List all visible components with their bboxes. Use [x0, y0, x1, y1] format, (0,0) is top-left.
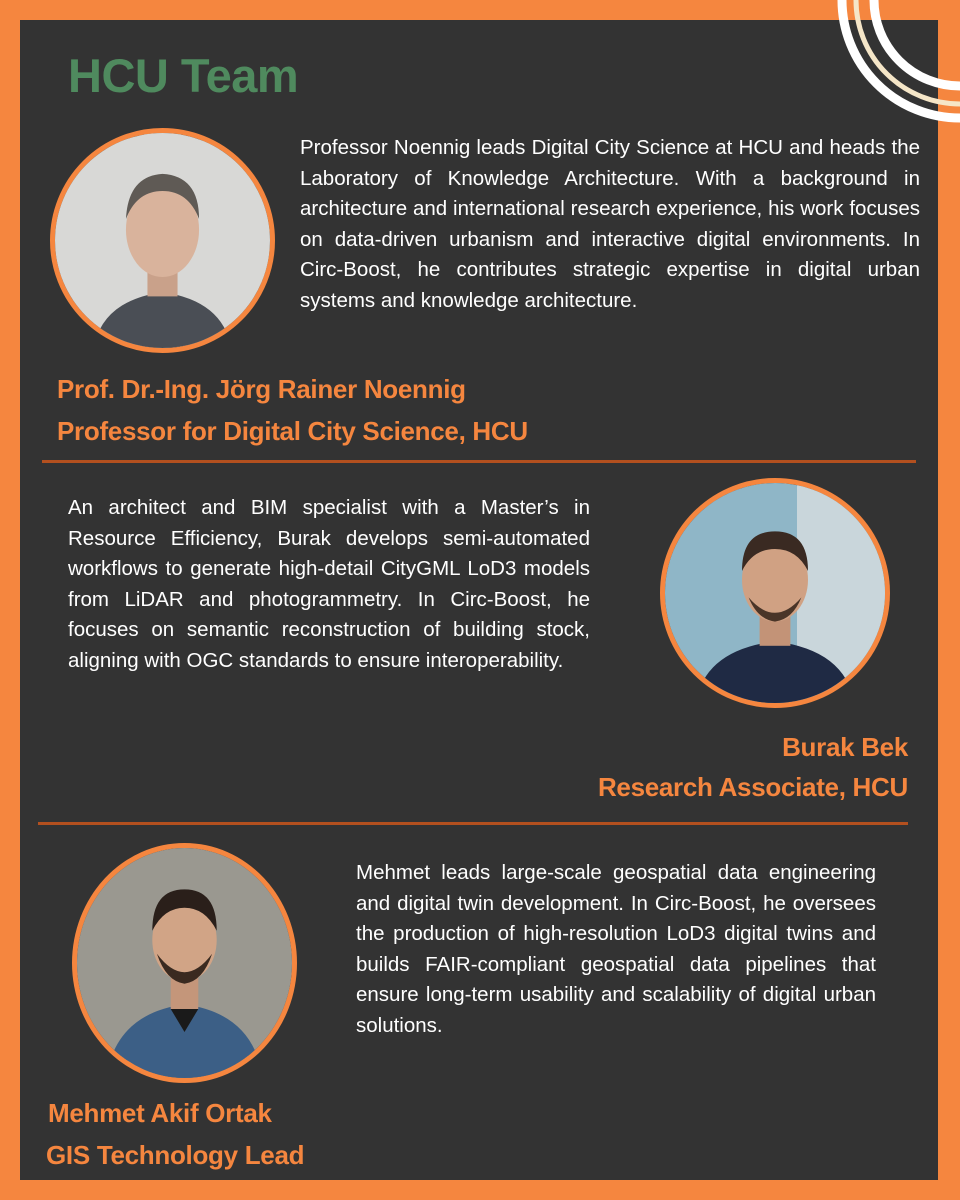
member-bio-ortak: Mehmet leads large-scale geospatial data engineering and digital twin development. In Circ-Boost, he oversees the production of high-resolution LoD3 digital twins and builds FAIR-compliant geospatial data pipelines that ensure long-term usability and scalability of digital urban solutions. [356, 861, 876, 1037]
member-name-noennig: Prof. Dr.-Ing. Jörg Rainer Noennig [57, 374, 466, 404]
member-photo-ortak [72, 843, 297, 1083]
member-bio-bek: An architect and BIM specialist with a Master’s in Resource Efficiency, Burak develops semi-automated workflows to generate high-detail CityGML LoD3 models from LiDAR and photogrammetry. In Circ-Boost, he focuses on semantic reconstruction of building stock, aligning with OGC standards to ensure interoperability. [68, 496, 590, 672]
portrait-photo-icon [55, 133, 270, 348]
member-photo-noennig [50, 128, 275, 353]
member-name-ortak: Mehmet Akif Ortak [48, 1098, 272, 1128]
member-role-bek: Research Associate, HCU [597, 772, 908, 802]
member-name-bek: Burak Bek [782, 732, 908, 762]
member-bio-noennig: Professor Noennig leads Digital City Science at HCU and heads the Laboratory of Knowledge Architecture. With a background in architecture and international research experience, his work focuses on data-driven urbanism and interactive digital environments. In Circ-Boost, he contributes strategic expertise in digital urban systems and knowledge architecture. [300, 136, 920, 312]
portrait-photo-icon [77, 848, 292, 1078]
section-divider [42, 460, 916, 463]
member-role-ortak: GIS Technology Lead [46, 1140, 305, 1170]
member-photo-bek [660, 478, 890, 708]
page-title: HCU Team [68, 49, 299, 102]
portrait-photo-icon [665, 483, 885, 703]
member-role-noennig: Professor for Digital City Science, HCU [57, 416, 528, 446]
section-divider [38, 822, 908, 825]
decorative-arcs-icon [790, 0, 960, 140]
